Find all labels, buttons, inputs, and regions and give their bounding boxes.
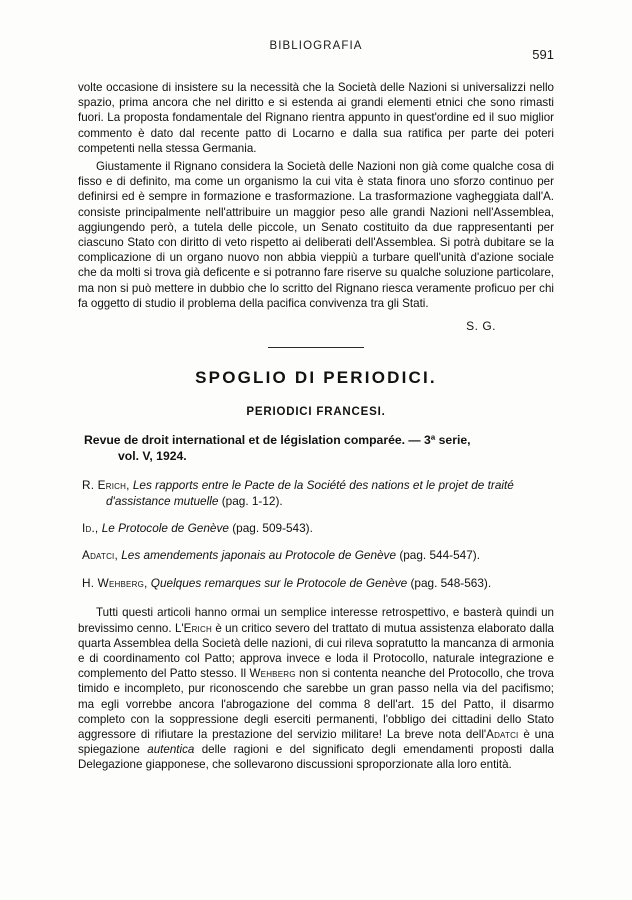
review-text-2: è un critico severo del trattato di mutua assistenza elaborato dalla quarta Assemblea della Società delle nazioni, di cui rileva sopratutto la mancanza di armonia e di coordinamento col Patto; approva invece e loda il Protocollo, naturale integrazione e complemento del Patto stesso. Il xyxy=(78,621,554,681)
list-item xyxy=(78,478,554,509)
entry-list xyxy=(78,478,554,591)
signature: S. G. xyxy=(466,319,496,334)
entry-author: Id., xyxy=(82,521,99,536)
review-italic-1: autentica xyxy=(147,743,195,757)
entry-title: Les rapports entre le Pacte de la Société des nations et le projet de traité d'assistance mutuelle xyxy=(106,478,514,508)
running-head: BIBLIOGRAFIA xyxy=(269,40,363,52)
horizontal-rule xyxy=(268,347,364,348)
review-name-2: Wehberg xyxy=(249,667,296,681)
journal-name: Revue de droit international et de législation comparée. xyxy=(84,433,406,448)
page-content xyxy=(78,40,554,773)
entry-pages: (pag. 544-547). xyxy=(399,548,480,563)
review-text-5: delle ragioni e del significato degli emendamenti proposti dalla Delegazione giapponese, che sollevarono discussioni sproporzionate alla loro entità. xyxy=(78,743,554,772)
page-header xyxy=(78,40,554,62)
review-name-3: Adatci xyxy=(486,728,519,742)
list-item xyxy=(78,521,554,537)
entry-author: Adatci, xyxy=(82,548,118,563)
review-text-3: non si contenta neanche del Protocollo, che trova timido e incompleto, pur riconoscendo che sarebbe un gran passo nella via del pacifismo; ma egli vorrebbe ancora l'abrogazione del comma 8 dell'art. 15 del Patto, il disarmo completo con la soppressione degli eserciti permanenti, l'obbligo dei cittadini dello Stato aggressore di rifiutare la prestazione del servizio militare! La breve nota dell' xyxy=(78,667,554,742)
entry-author: H. Wehberg, xyxy=(82,575,148,590)
journal-reference xyxy=(78,432,554,464)
list-item xyxy=(78,548,554,564)
subsection-title: PERIODICI FRANCESI. xyxy=(246,406,386,419)
entry-pages: (pag. 548-563). xyxy=(410,575,492,590)
review-paragraph xyxy=(78,605,554,772)
section-title: SPOGLIO DI PERIODICI. xyxy=(195,368,437,388)
review-text-1: Tutti questi articoli hanno ormai un semplice interesse retrospettivo, e basterà quindi un brevissimo cenno. L' xyxy=(78,606,554,635)
page-number: 591 xyxy=(532,47,554,62)
entry-title: Les amendements japonais au Protocole de Genève xyxy=(121,548,397,563)
entry-pages: (pag. 1-12). xyxy=(221,493,283,508)
review-name-1: Erich xyxy=(183,621,212,635)
review-text-4: è una spiegazione xyxy=(78,728,554,757)
paragraph-1: volte occasione di insistere su la necessità che la Società delle Nazioni si universalizzi nello spazio, prima ancora che nel diritto e si estenda ai grandi elementi etnici che sono rimasti fuori. La proposta fondamentale del Rignano rientra appunto in quest'ordine ed il suo miglior commento è dato dal recente patto di Locarno e dalla sua ratifica per parte dei poteri competenti nella stessa Germania. xyxy=(78,81,554,155)
list-item xyxy=(78,576,554,592)
entry-title: Le Protocole de Genève xyxy=(101,521,229,536)
divider xyxy=(78,347,554,348)
entry-author: R. Erich, xyxy=(82,478,130,493)
journal-volume: vol. V, 1924. xyxy=(118,449,187,464)
entry-title: Quelques remarques sur le Protocole de Genève xyxy=(150,575,408,590)
paragraph-2: Giustamente il Rignano considera la Società delle Nazioni non già come qualche cosa di fisso e di definito, ma come un organismo la cui vita è stata finora uno sforzo continuo per definirsi ed è sempre in formazione e trasformazione. La trasformazione vagheggiata dall'A. consiste principalmente nell'attribuire un maggior peso alle grandi Nazioni nell'Assemblea, aggiungendo però, a tutela delle piccole, un Senato costituito da due rappresentanti per ciascuno Stato con diritto di veto rispetto ai deliberati dell'Assemblea. Si potrà dubitare se la complicazione di un organo nuovo non abbia vieppiù a turbare quell'unità d'azione sociale che da molti si trova già deficente e si potranno fare riserve su qualche soluzione particolare, ma non si può mettere in dubbio che lo scritto del Rignano riesca veramente proficuo per chi fa oggetto di studio il problema della pacifica convivenza tra gli Stati. xyxy=(78,160,554,310)
entry-pages: (pag. 509-543). xyxy=(232,521,313,536)
journal-series: — 3ª serie, xyxy=(408,433,471,448)
